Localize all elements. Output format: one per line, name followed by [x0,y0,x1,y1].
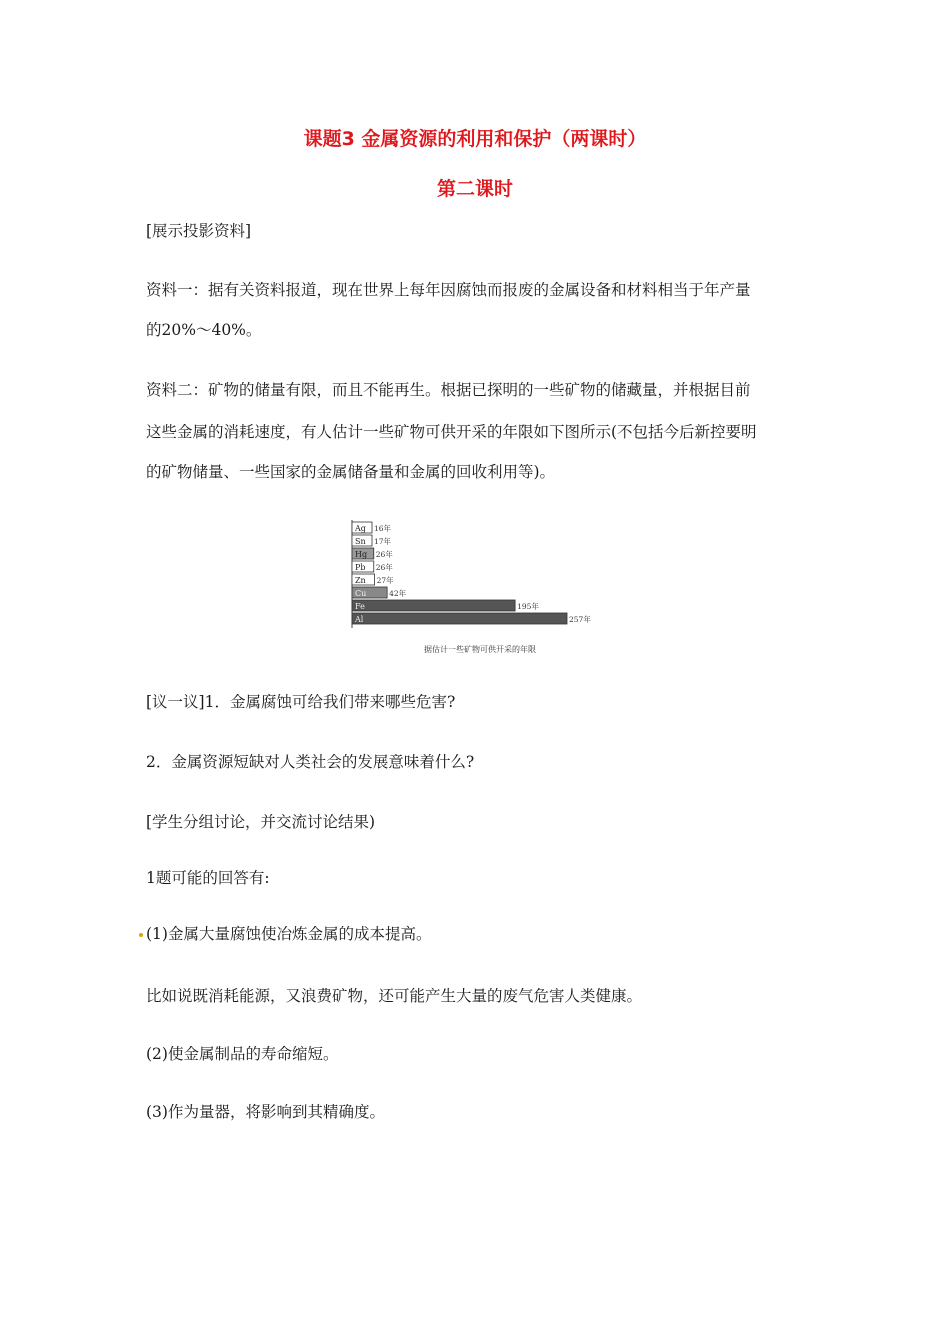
chart-category-label-fe: Fe [355,602,365,611]
chart-category-label-al: Al [355,615,364,624]
chart-data-label-pb: 26年 [375,563,393,572]
material-two-line-3: 的矿物储量、一些国家的金属储备量和金属的回收利用等)。 [146,463,556,481]
answer-1-example: 比如说既消耗能源，又浪费矿物，还可能产生大量的废气危害人类健康。 [146,987,643,1005]
chart-data-label-al: 257年 [569,615,591,624]
chart-svg [340,512,620,662]
material-one-line-1: 资料一：据有关资料报道，现在世界上每年因腐蚀而报废的金属设备和材料相当于年产量 [146,281,751,299]
document-subtitle: 第二课时 [436,178,513,200]
answer-2: (2)使金属制品的寿命缩短。 [146,1045,339,1063]
document-title: 课题3 金属资源的利用和保护（两课时） [303,128,647,150]
marker-dot [139,933,143,937]
answer-1: (1)金属大量腐蚀使冶炼金属的成本提高。 [146,925,432,943]
group-discussion-note: [学生分组讨论，并交流讨论结果) [146,813,376,831]
chart-category-label-zn: Zn [355,576,366,585]
material-two-line-2: 这些金属的消耗速度，有人估计一些矿物可供开采的年限如下图所示(不包括今后新控要明 [146,423,757,441]
chart-category-label-sn: Sn [355,537,366,546]
material-one-line-2: 的20%～40%。 [146,321,262,339]
chart-category-label-hg: Hg [355,550,368,559]
chart-data-label-hg: 26年 [375,550,393,559]
show-projection-label: [展示投影资料] [146,222,252,240]
chart-category-label-ag: Ag [355,524,366,533]
chart-data-label-zn: 27年 [376,576,394,585]
chart-bar-al [352,613,567,624]
chart-data-label-fe: 195年 [517,602,539,611]
chart-category-label-cu: Cu [355,589,367,598]
chart-caption: 据估计一些矿物可供开采的年限 [424,645,536,654]
chart-data-label-sn: 17年 [374,537,392,546]
chart-data-label-cu: 42年 [389,589,407,598]
material-two-line-1: 资料二：矿物的储量有限，而且不能再生。根据已探明的一些矿物的储藏量，并根据目前 [146,381,751,399]
discuss-question-2: 2．金属资源短缺对人类社会的发展意味着什么? [146,753,475,771]
answer-heading: 1题可能的回答有: [146,869,270,887]
chart-data-label-ag: 16年 [374,524,392,533]
answer-3: (3)作为量器，将影响到其精确度。 [146,1103,385,1121]
mineral-years-chart [340,512,620,662]
discuss-question-1: [议一议]1．金属腐蚀可给我们带来哪些危害? [146,693,456,711]
chart-bar-fe [352,600,515,611]
chart-category-label-pb: Pb [355,563,366,572]
